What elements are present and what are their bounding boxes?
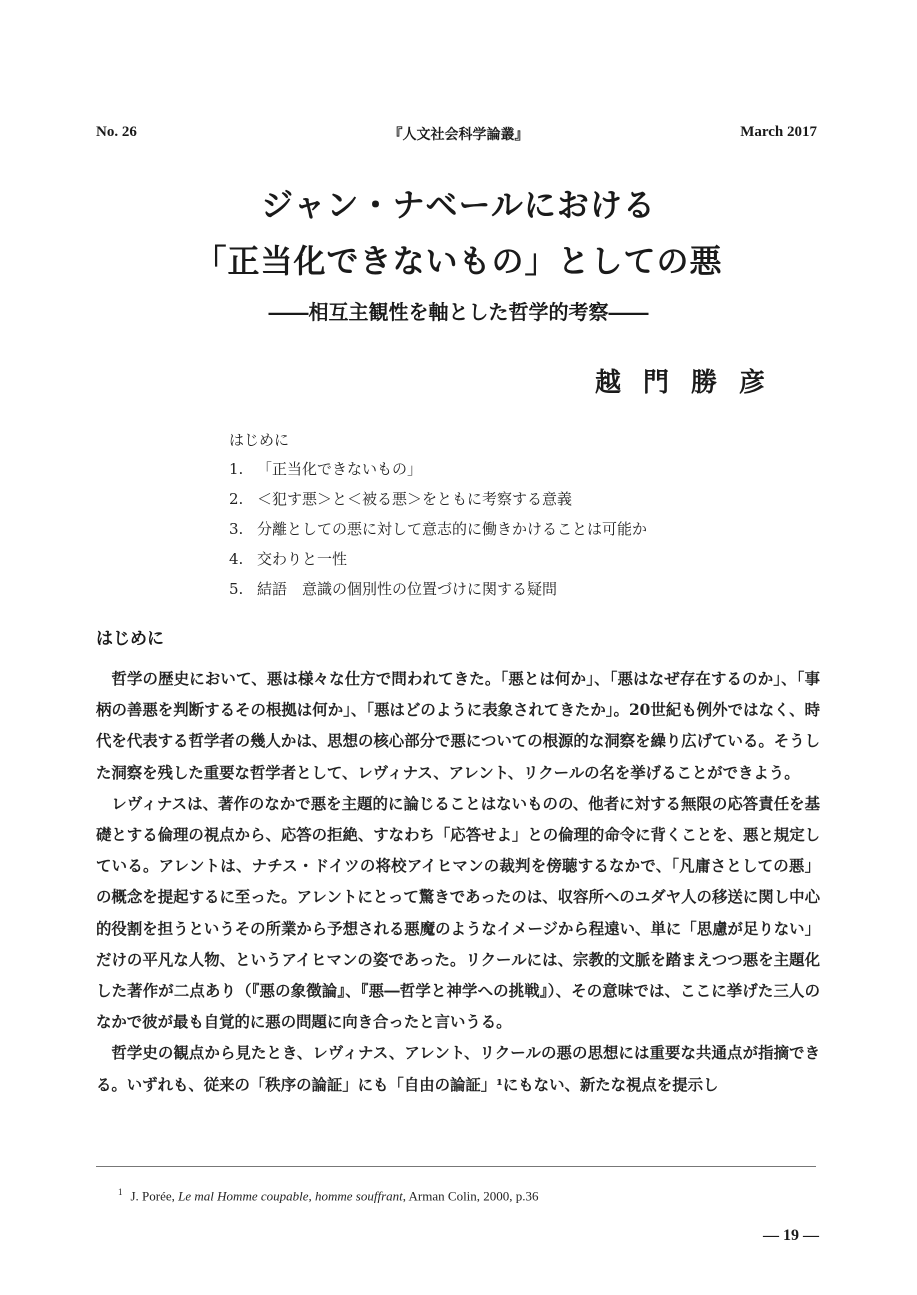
subtitle: ――相互主観性を軸とした哲学的考察―― (268, 300, 649, 324)
footnote-details: , Arman Colin, 2000, p.36 (402, 1188, 539, 1204)
toc-number: 1. (229, 460, 244, 478)
footnote-divider (96, 1166, 816, 1167)
toc-text: 分離としての悪に対して意志的に働きかけることは可能か (257, 520, 648, 538)
toc-number: 3. (229, 520, 244, 538)
paragraph: 哲学史の観点から見たとき、レヴィナス、アレント、リクールの悪の思想には重要な共通点が指摘できる。いずれも、従来の「秩序の論証」にも「自由の論証」¹にもない、新たな視点を提示し (96, 1044, 820, 1094)
paragraph: 哲学の歴史において、悪は様々な仕方で問われてきた。「悪とは何か」、「悪はなぜ存在するのか」、「事柄の善悪を判断するその根拠は何か」、「悪はどのように表象されてきたか」。20世紀も例外ではなく、時代を代表する哲学者の幾人かは、思想の核心部分で悪についての根源的な洞察を繰り広げている。そうした洞察を残した重要な哲学者として、レヴィナス、アレント、リクールの名を挙げることができよう。 (96, 670, 820, 782)
toc-item (229, 548, 347, 569)
toc-item (229, 429, 289, 450)
toc-number: 2. (229, 490, 244, 508)
paragraph: レヴィナスは、著作のなかで悪を主題的に論じることはないものの、他者に対する無限の応答責任を基礎とする倫理の視点から、応答の拒絶、すなわち「応答せよ」との倫理的命令に背くことを、悪と規定している。アレントは、ナチス・ドイツの将校アイヒマンの裁判を傍聴するなかで、「凡庸さとしての悪」の概念を提起するに至った。アレントにとって驚きであったのは、収容所へのユダヤ人の移送に関し中心的役割を担うというその所業から予想される悪魔のようなイメージから程遠い、単に「思慮が足りない」だけの平凡な人物、というアイヒマンの姿であった。リクールには、宗教的文脈を踏まえつつ悪を主題化した著作が二点あり（『悪の象徴論』、『悪―哲学と神学への挑戦』）、その意味では、ここに挙げた三人のなかで彼が最も自覚的に悪の問題に向き合ったと言いうる。 (96, 794, 820, 1032)
title-line-2: 「正当化できないもの」としての悪 (194, 242, 723, 280)
toc-text: 結語 意識の個別性の位置づけに関する疑問 (257, 580, 558, 598)
journal-number: No. 26 (96, 124, 137, 140)
toc-text: 交わりと一性 (257, 550, 348, 568)
publication-date: March 2017 (740, 124, 817, 140)
toc-number: 4. (229, 550, 244, 568)
toc-text: 「正当化できないもの」 (257, 460, 423, 478)
toc-item (229, 488, 572, 509)
footnote-author: J. Porée, (130, 1188, 175, 1204)
toc-text: ＜犯す悪＞と＜被る悪＞をともに考察する意義 (257, 490, 573, 508)
footnote-marker: 1 (118, 1187, 123, 1197)
page-number: — 19 — (763, 1227, 819, 1244)
footnote (118, 1187, 539, 1204)
toc-number: 5. (229, 580, 244, 598)
section-heading: はじめに (96, 629, 164, 649)
journal-name: 『人文社会科学論叢』 (388, 127, 529, 143)
toc-item (229, 518, 647, 539)
toc-item (229, 458, 422, 479)
body-text (96, 664, 820, 1101)
title-line-1: ジャン・ナベールにおける (261, 186, 656, 224)
author-name: 越門勝彦 (594, 368, 787, 398)
toc-text: はじめに (229, 431, 290, 449)
footnote-book-title: Le mal Homme coupable, homme souffrant (178, 1188, 403, 1204)
toc-item (229, 578, 557, 599)
